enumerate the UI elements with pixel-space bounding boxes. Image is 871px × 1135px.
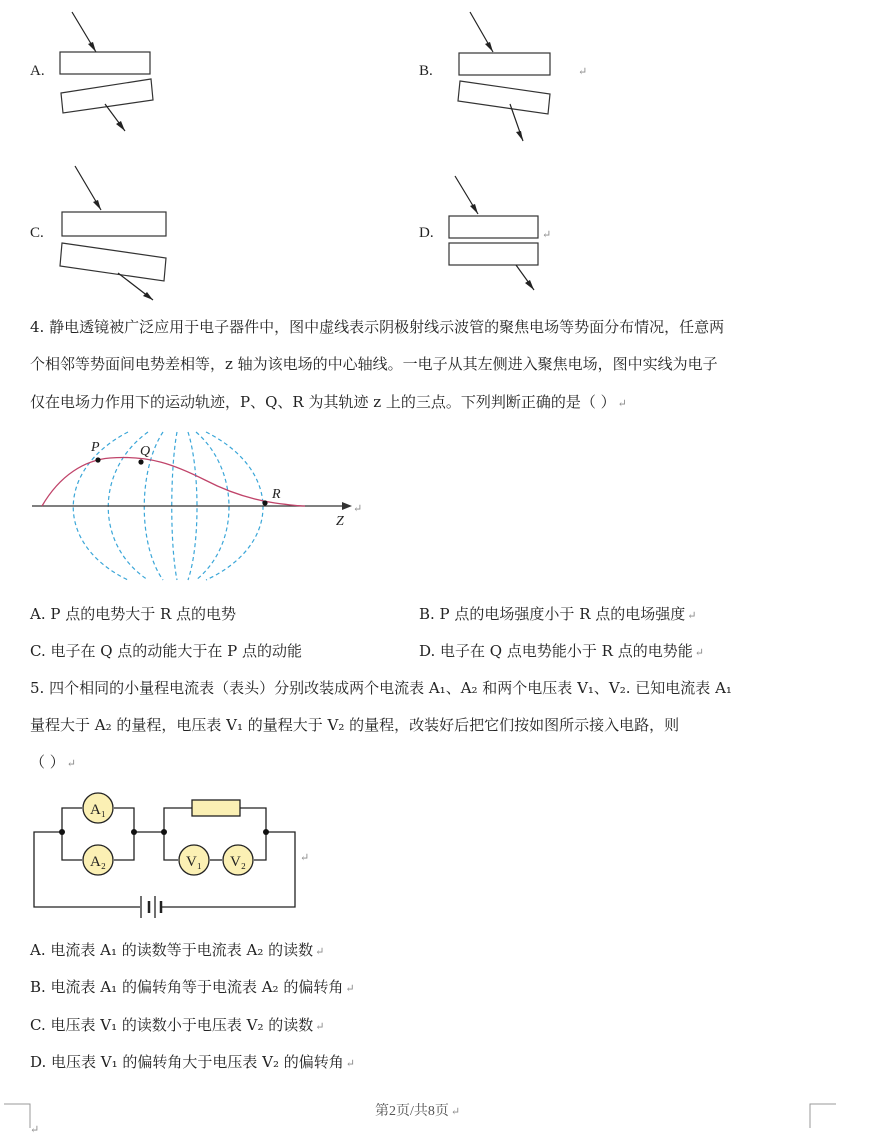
svg-text:↵: ↵ xyxy=(353,502,363,515)
q5-stem-line-1: 5. 四个相同的小量程电流表（表头）分别改装成两个电流表 A₁、A₂ 和两个电压表 V₁、V₂. 已知电流表 A₁ xyxy=(30,679,732,697)
label-r: R xyxy=(272,487,281,502)
q4-option-a: A. P 点的电势大于 R 点的电势 xyxy=(30,605,237,623)
q5-stem-line-3: （ ） ↵ xyxy=(30,753,76,771)
q5-stem-line-2: 量程大于 A₂ 的量程，电压表 V₁ 的量程大于 V₂ 的量程，改装好后把它们按如图所示接入电路，则 xyxy=(30,716,680,734)
page-number: 第2页/共8页 ↵ xyxy=(375,1104,461,1119)
q4-stem-line-2: 个相邻等势面间电势差相等，z 轴为该电场的中心轴线。一电子从其左侧进入聚焦电场，图中实线为电子 xyxy=(30,355,718,373)
q5-option-a: A. 电流表 A₁ 的读数等于电流表 A₂ 的读数 ↵ xyxy=(30,941,325,959)
svg-text:↵: ↵ xyxy=(300,851,310,864)
svg-text:↵: ↵ xyxy=(578,65,588,78)
q5-option-c: C. 电压表 V₁ 的读数小于电压表 V₂ 的读数 ↵ xyxy=(30,1016,325,1034)
ammeter-a2-label: A₂ xyxy=(89,854,107,870)
q3-option-d-label: D. xyxy=(419,225,434,241)
label-p: P xyxy=(91,440,100,455)
q3-option-b-label: B. xyxy=(419,63,433,79)
svg-text:↵: ↵ xyxy=(30,1123,40,1135)
svg-text:↵: ↵ xyxy=(542,228,552,241)
q4-option-c: C. 电子在 Q 点的动能大于在 P 点的动能 xyxy=(30,642,302,660)
q5-option-d: D. 电压表 V₁ 的偏转角大于电压表 V₂ 的偏转角 ↵ xyxy=(30,1053,356,1071)
q5-option-b: B. 电流表 A₁ 的偏转角等于电流表 A₂ 的偏转角 ↵ xyxy=(30,978,355,996)
q3-option-a-label: A. xyxy=(30,63,45,79)
label-z: Z xyxy=(336,514,344,529)
voltmeter-v1-label: V₁ xyxy=(185,854,203,870)
label-q: Q xyxy=(140,444,151,459)
q4-stem-line-1: 4. 静电透镜被广泛应用于电子器件中，图中虚线表示阴极射线示波管的聚焦电场等势面分布情况，任意两 xyxy=(30,318,725,336)
q4-option-b: B. P 点的电场强度小于 R 点的电场强度 ↵ xyxy=(419,605,697,623)
q4-stem-line-3: 仅在电场力作用下的运动轨迹，P、Q、R 为其轨迹 z 上的三点。下列判断正确的是（ ） ↵ xyxy=(30,393,627,411)
q3-option-c-label: C. xyxy=(30,225,44,241)
q4-option-d: D. 电子在 Q 点电势能小于 R 点的电势能 ↵ xyxy=(419,642,704,660)
ammeter-a1-label: A₁ xyxy=(89,802,107,818)
voltmeter-v2-label: V₂ xyxy=(229,854,247,870)
